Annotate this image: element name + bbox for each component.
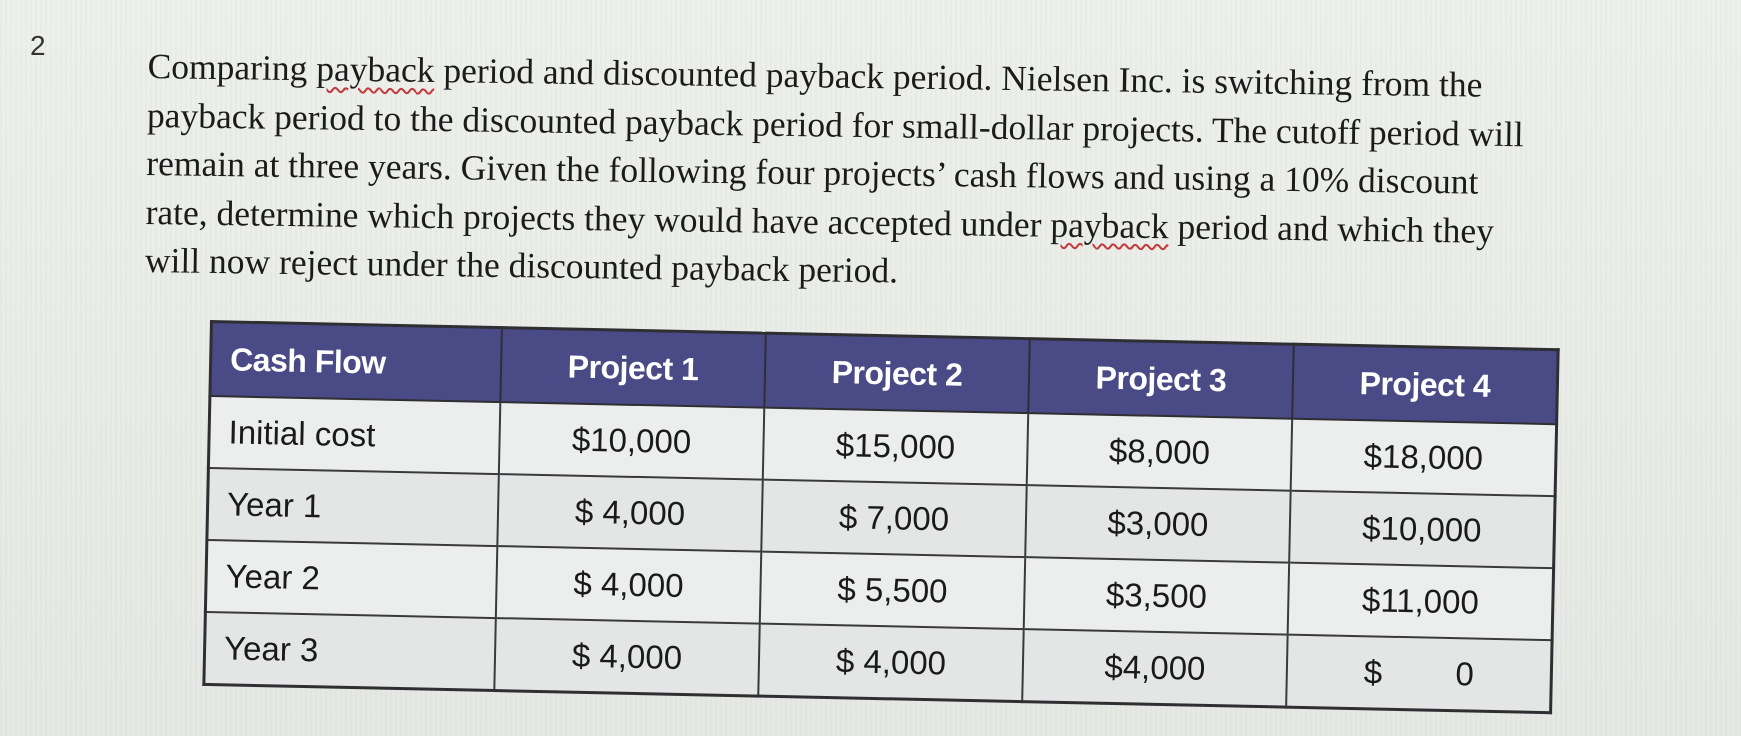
problem-line-4-after: period and which they <box>1168 205 1495 251</box>
table-cell: $10,000 <box>1289 491 1555 569</box>
table-cell: $ 4,000 <box>496 546 761 624</box>
table-cell: $18,000 <box>1291 419 1557 497</box>
table-cell: $3,000 <box>1025 485 1290 563</box>
problem-line-2-text: payback period to the discounted payback period for small-dollar projects. The cutoff period will <box>146 94 1524 154</box>
header-project-1: Project 1 <box>500 328 766 408</box>
problem-line-5-text: will now reject under the discounted payback period. <box>144 239 899 291</box>
table-cell: $11,000 <box>1288 563 1554 641</box>
problem-line-3-text: remain at three years. Given the following four projects’ cash flows and using a 10% discount <box>146 142 1479 202</box>
spellcheck-underlined-word: payback <box>315 48 435 91</box>
problem-number: 2 <box>30 30 46 61</box>
table-cell: $8,000 <box>1027 413 1292 491</box>
table-cell: $ 4,000 <box>758 624 1023 702</box>
spellcheck-underlined-word: payback <box>1050 204 1169 246</box>
problem-line-4-before: rate, determine which projects they would have accepted under <box>145 191 1051 245</box>
problem-statement <box>145 42 1708 306</box>
table-cell: $3,500 <box>1024 557 1289 635</box>
row-label: Year 3 <box>204 612 496 691</box>
table-cell: $ 7,000 <box>761 480 1026 558</box>
cash-flow-table-wrapper <box>202 320 1559 714</box>
row-label: Year 1 <box>207 468 499 546</box>
table-cell: $ 5,500 <box>760 552 1025 630</box>
problem-line-1-before: Comparing <box>147 45 317 89</box>
table-cell: $15,000 <box>763 408 1028 486</box>
header-project-2: Project 2 <box>764 333 1030 413</box>
table-cell: $ 4,000 <box>497 474 762 552</box>
row-label: Initial cost <box>208 396 500 474</box>
header-cash-flow: Cash Flow <box>210 322 502 403</box>
table-cell: $10,000 <box>499 402 764 480</box>
table-cell: $ 0 <box>1286 635 1552 713</box>
cash-flow-table <box>202 320 1559 714</box>
row-label: Year 2 <box>205 540 497 618</box>
header-project-3: Project 3 <box>1028 339 1294 419</box>
problem-line-1-after: period and discounted payback period. Nielsen Inc. is switching from the <box>434 50 1483 105</box>
header-project-4: Project 4 <box>1292 344 1558 424</box>
table-cell: $ 4,000 <box>494 618 759 696</box>
table-cell: $4,000 <box>1022 629 1287 707</box>
